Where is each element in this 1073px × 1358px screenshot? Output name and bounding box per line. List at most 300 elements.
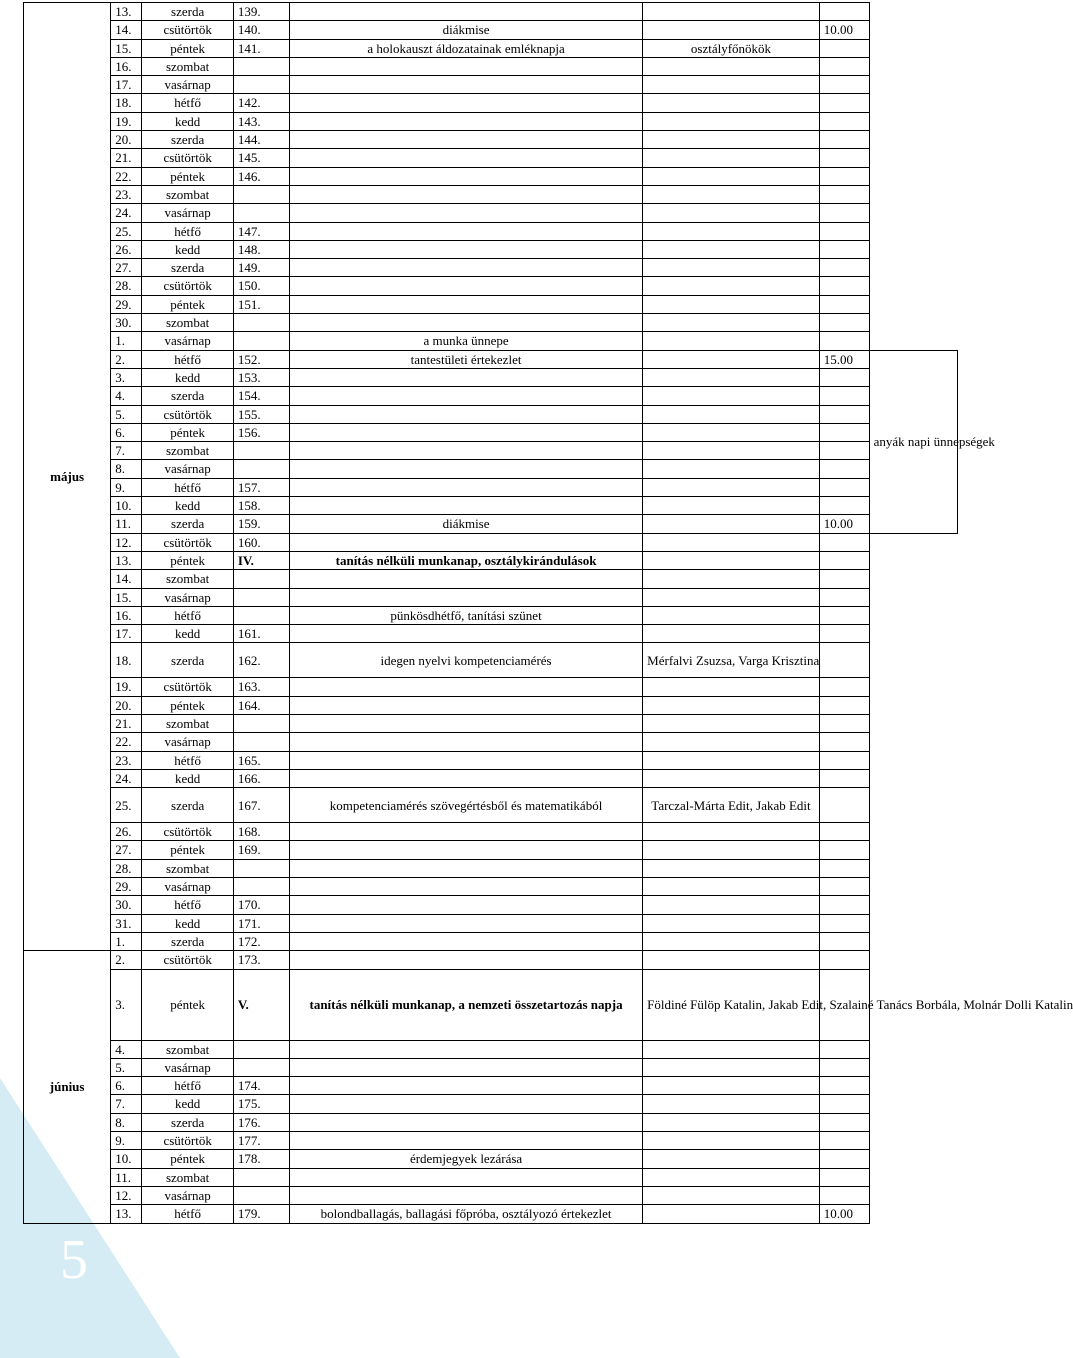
time-cell bbox=[819, 914, 869, 932]
weekday-cell: kedd bbox=[142, 625, 233, 643]
side-empty-cell bbox=[869, 714, 957, 732]
day-cell: 7. bbox=[111, 1095, 142, 1113]
weekday-cell: hétfő bbox=[142, 896, 233, 914]
side-empty-cell bbox=[869, 951, 957, 969]
time-cell bbox=[819, 588, 869, 606]
time-cell bbox=[819, 277, 869, 295]
time-cell bbox=[819, 259, 869, 277]
event-cell bbox=[289, 112, 642, 130]
responsible-cell bbox=[643, 259, 820, 277]
time-cell bbox=[819, 368, 869, 386]
table-row bbox=[24, 1132, 958, 1150]
day-cell: 22. bbox=[111, 167, 142, 185]
day-cell: 18. bbox=[111, 94, 142, 112]
responsible-cell bbox=[643, 240, 820, 258]
weekday-cell: hétfő bbox=[142, 350, 233, 368]
event-cell: diákmise bbox=[289, 515, 642, 533]
day-cell: 10. bbox=[111, 497, 142, 515]
table-row bbox=[24, 277, 958, 295]
event-cell bbox=[289, 478, 642, 496]
responsible-cell bbox=[643, 606, 820, 624]
responsible-cell bbox=[643, 112, 820, 130]
event-cell: kompetenciamérés szövegértésből és matematikából bbox=[289, 788, 642, 823]
day-cell: 30. bbox=[111, 896, 142, 914]
weekday-cell: vasárnap bbox=[142, 460, 233, 478]
day-cell: 5. bbox=[111, 405, 142, 423]
responsible-cell bbox=[643, 295, 820, 313]
number-cell: 163. bbox=[233, 678, 289, 696]
event-cell: idegen nyelvi kompetenciamérés bbox=[289, 643, 642, 678]
side-empty-cell bbox=[869, 606, 957, 624]
time-cell bbox=[819, 131, 869, 149]
event-cell bbox=[289, 131, 642, 149]
time-cell bbox=[819, 696, 869, 714]
time-cell bbox=[819, 94, 869, 112]
side-empty-cell bbox=[869, 1150, 957, 1168]
responsible-cell bbox=[643, 3, 820, 21]
weekday-cell: kedd bbox=[142, 769, 233, 787]
event-cell bbox=[289, 57, 642, 75]
day-cell: 21. bbox=[111, 149, 142, 167]
responsible-cell bbox=[643, 878, 820, 896]
time-cell bbox=[819, 222, 869, 240]
weekday-cell: csütörtök bbox=[142, 951, 233, 969]
table-row bbox=[24, 222, 958, 240]
responsible-cell bbox=[643, 951, 820, 969]
day-cell: 21. bbox=[111, 714, 142, 732]
responsible-cell bbox=[643, 588, 820, 606]
table-row bbox=[24, 841, 958, 859]
side-empty-cell bbox=[869, 625, 957, 643]
event-cell bbox=[289, 896, 642, 914]
table-row bbox=[24, 751, 958, 769]
event-cell bbox=[289, 1113, 642, 1131]
responsible-cell bbox=[643, 1113, 820, 1131]
time-cell: 10.00 bbox=[819, 21, 869, 39]
day-cell: 28. bbox=[111, 277, 142, 295]
event-cell bbox=[289, 3, 642, 21]
number-cell bbox=[233, 57, 289, 75]
table-row bbox=[24, 551, 958, 569]
table-row bbox=[24, 1205, 958, 1223]
weekday-cell: péntek bbox=[142, 696, 233, 714]
table-row bbox=[24, 788, 958, 823]
day-cell: 20. bbox=[111, 131, 142, 149]
side-empty-cell bbox=[869, 678, 957, 696]
number-cell: 167. bbox=[233, 788, 289, 823]
side-empty-cell bbox=[869, 914, 957, 932]
table-row bbox=[24, 405, 958, 423]
event-cell: tantestületi értekezlet bbox=[289, 350, 642, 368]
number-cell: 172. bbox=[233, 932, 289, 950]
table-row bbox=[24, 3, 958, 21]
number-cell: 178. bbox=[233, 1150, 289, 1168]
responsible-cell bbox=[643, 714, 820, 732]
table-row bbox=[24, 112, 958, 130]
number-cell: 153. bbox=[233, 368, 289, 386]
number-cell bbox=[233, 1186, 289, 1204]
event-cell bbox=[289, 714, 642, 732]
weekday-cell: csütörtök bbox=[142, 21, 233, 39]
responsible-cell bbox=[643, 769, 820, 787]
responsible-cell bbox=[643, 751, 820, 769]
day-cell: 15. bbox=[111, 39, 142, 57]
weekday-cell: szerda bbox=[142, 3, 233, 21]
day-cell: 14. bbox=[111, 21, 142, 39]
weekday-cell: péntek bbox=[142, 969, 233, 1040]
side-empty-cell bbox=[869, 277, 957, 295]
day-cell: 29. bbox=[111, 878, 142, 896]
day-cell: 1. bbox=[111, 932, 142, 950]
table-row bbox=[24, 678, 958, 696]
responsible-cell bbox=[643, 314, 820, 332]
weekday-cell: vasárnap bbox=[142, 204, 233, 222]
number-cell: 149. bbox=[233, 259, 289, 277]
day-cell: 14. bbox=[111, 570, 142, 588]
weekday-cell: szombat bbox=[142, 714, 233, 732]
event-cell bbox=[289, 570, 642, 588]
day-cell: 3. bbox=[111, 969, 142, 1040]
side-empty-cell bbox=[869, 57, 957, 75]
side-empty-cell bbox=[869, 878, 957, 896]
side-empty-cell bbox=[869, 588, 957, 606]
side-empty-cell bbox=[869, 1168, 957, 1186]
day-cell: 9. bbox=[111, 478, 142, 496]
side-empty-cell bbox=[869, 185, 957, 203]
weekday-cell: hétfő bbox=[142, 478, 233, 496]
side-empty-cell bbox=[869, 314, 957, 332]
weekday-cell: hétfő bbox=[142, 606, 233, 624]
responsible-cell bbox=[643, 131, 820, 149]
event-cell bbox=[289, 240, 642, 258]
event-cell bbox=[289, 769, 642, 787]
table-row bbox=[24, 423, 958, 441]
side-empty-cell bbox=[869, 1077, 957, 1095]
side-empty-cell bbox=[869, 1113, 957, 1131]
time-cell bbox=[819, 387, 869, 405]
responsible-cell bbox=[643, 167, 820, 185]
side-empty-cell bbox=[869, 21, 957, 39]
time-cell bbox=[819, 39, 869, 57]
time-cell bbox=[819, 478, 869, 496]
time-cell bbox=[819, 204, 869, 222]
day-cell: 9. bbox=[111, 1132, 142, 1150]
weekday-cell: szombat bbox=[142, 1040, 233, 1058]
day-cell: 15. bbox=[111, 588, 142, 606]
number-cell: V. bbox=[233, 969, 289, 1040]
weekday-cell: szerda bbox=[142, 387, 233, 405]
table-row bbox=[24, 823, 958, 841]
day-cell: 8. bbox=[111, 460, 142, 478]
day-cell: 1. bbox=[111, 332, 142, 350]
side-empty-cell bbox=[869, 841, 957, 859]
table-row bbox=[24, 76, 958, 94]
time-cell bbox=[819, 951, 869, 969]
day-cell: 16. bbox=[111, 606, 142, 624]
time-cell bbox=[819, 76, 869, 94]
time-cell bbox=[819, 533, 869, 551]
number-cell bbox=[233, 442, 289, 460]
side-empty-cell bbox=[869, 149, 957, 167]
weekday-cell: péntek bbox=[142, 167, 233, 185]
responsible-cell bbox=[643, 1186, 820, 1204]
event-cell bbox=[289, 94, 642, 112]
day-cell: 29. bbox=[111, 295, 142, 313]
month-label-may: május bbox=[24, 3, 111, 951]
table-row bbox=[24, 442, 958, 460]
event-cell bbox=[289, 951, 642, 969]
day-cell: 12. bbox=[111, 1186, 142, 1204]
table-row bbox=[24, 1077, 958, 1095]
table-row bbox=[24, 733, 958, 751]
weekday-cell: kedd bbox=[142, 112, 233, 130]
responsible-cell bbox=[643, 1150, 820, 1168]
number-cell bbox=[233, 878, 289, 896]
event-cell bbox=[289, 751, 642, 769]
number-cell: 177. bbox=[233, 1132, 289, 1150]
responsible-cell bbox=[643, 551, 820, 569]
event-cell bbox=[289, 588, 642, 606]
side-empty-cell bbox=[869, 1058, 957, 1076]
weekday-cell: kedd bbox=[142, 497, 233, 515]
number-cell: 140. bbox=[233, 21, 289, 39]
number-cell bbox=[233, 859, 289, 877]
number-cell: 169. bbox=[233, 841, 289, 859]
responsible-cell bbox=[643, 896, 820, 914]
responsible-cell bbox=[643, 332, 820, 350]
table-row bbox=[24, 1186, 958, 1204]
responsible-cell bbox=[643, 1058, 820, 1076]
weekday-cell: hétfő bbox=[142, 222, 233, 240]
responsible-cell bbox=[643, 1132, 820, 1150]
event-cell bbox=[289, 678, 642, 696]
day-cell: 19. bbox=[111, 678, 142, 696]
day-cell: 27. bbox=[111, 841, 142, 859]
table-row bbox=[24, 896, 958, 914]
number-cell: 146. bbox=[233, 167, 289, 185]
weekday-cell: csütörtök bbox=[142, 277, 233, 295]
weekday-cell: péntek bbox=[142, 423, 233, 441]
day-cell: 11. bbox=[111, 1168, 142, 1186]
table-row bbox=[24, 643, 958, 678]
day-cell: 11. bbox=[111, 515, 142, 533]
event-cell bbox=[289, 932, 642, 950]
weekday-cell: szombat bbox=[142, 57, 233, 75]
event-cell bbox=[289, 185, 642, 203]
number-cell: 147. bbox=[233, 222, 289, 240]
weekday-cell: kedd bbox=[142, 240, 233, 258]
side-empty-cell bbox=[869, 259, 957, 277]
day-cell: 30. bbox=[111, 314, 142, 332]
time-cell bbox=[819, 1150, 869, 1168]
table-row bbox=[24, 914, 958, 932]
event-cell bbox=[289, 167, 642, 185]
time-cell bbox=[819, 859, 869, 877]
responsible-cell bbox=[643, 387, 820, 405]
number-cell bbox=[233, 606, 289, 624]
table-row bbox=[24, 387, 958, 405]
number-cell: 150. bbox=[233, 277, 289, 295]
event-cell bbox=[289, 1058, 642, 1076]
calendar-table bbox=[23, 2, 1073, 1224]
number-cell: 165. bbox=[233, 751, 289, 769]
time-cell bbox=[819, 497, 869, 515]
event-cell bbox=[289, 277, 642, 295]
responsible-cell bbox=[643, 859, 820, 877]
month-label-june: június bbox=[24, 951, 111, 1223]
side-empty-cell bbox=[869, 733, 957, 751]
number-cell: 145. bbox=[233, 149, 289, 167]
event-cell bbox=[289, 823, 642, 841]
side-note-mothers-day: anyák napi ünnepségek bbox=[869, 350, 957, 533]
event-cell bbox=[289, 222, 642, 240]
side-empty-cell bbox=[869, 1205, 957, 1223]
event-cell bbox=[289, 878, 642, 896]
event-cell bbox=[289, 405, 642, 423]
time-cell bbox=[819, 57, 869, 75]
responsible-cell bbox=[643, 497, 820, 515]
table-row bbox=[24, 295, 958, 313]
day-cell: 6. bbox=[111, 423, 142, 441]
responsible-cell bbox=[643, 204, 820, 222]
time-cell: 10.00 bbox=[819, 515, 869, 533]
weekday-cell: péntek bbox=[142, 841, 233, 859]
responsible-cell bbox=[643, 478, 820, 496]
weekday-cell: kedd bbox=[142, 1095, 233, 1113]
weekday-cell: szombat bbox=[142, 570, 233, 588]
time-cell bbox=[819, 1132, 869, 1150]
weekday-cell: csütörtök bbox=[142, 823, 233, 841]
event-cell: a munka ünnepe bbox=[289, 332, 642, 350]
number-cell: 157. bbox=[233, 478, 289, 496]
responsible-cell bbox=[643, 368, 820, 386]
number-cell: 151. bbox=[233, 295, 289, 313]
weekday-cell: péntek bbox=[142, 551, 233, 569]
number-cell: 173. bbox=[233, 951, 289, 969]
side-empty-cell bbox=[869, 3, 957, 21]
responsible-cell bbox=[643, 76, 820, 94]
event-cell bbox=[289, 841, 642, 859]
event-cell: tanítás nélküli munkanap, a nemzeti összetartozás napja bbox=[289, 969, 642, 1040]
responsible-cell: osztályfőnökök bbox=[643, 39, 820, 57]
responsible-cell bbox=[643, 1077, 820, 1095]
responsible-cell bbox=[643, 678, 820, 696]
responsible-cell bbox=[643, 914, 820, 932]
side-empty-cell bbox=[869, 551, 957, 569]
day-cell: 13. bbox=[111, 3, 142, 21]
table-row bbox=[24, 131, 958, 149]
event-cell bbox=[289, 1040, 642, 1058]
event-cell bbox=[289, 859, 642, 877]
event-cell bbox=[289, 314, 642, 332]
weekday-cell: szombat bbox=[142, 1168, 233, 1186]
side-empty-cell bbox=[869, 295, 957, 313]
table-row bbox=[24, 259, 958, 277]
time-cell bbox=[819, 112, 869, 130]
event-cell bbox=[289, 497, 642, 515]
weekday-cell: péntek bbox=[142, 1150, 233, 1168]
number-cell: 148. bbox=[233, 240, 289, 258]
day-cell: 17. bbox=[111, 625, 142, 643]
time-cell bbox=[819, 606, 869, 624]
event-cell bbox=[289, 149, 642, 167]
event-cell: a holokauszt áldozatainak emléknapja bbox=[289, 39, 642, 57]
responsible-cell bbox=[643, 1095, 820, 1113]
time-cell bbox=[819, 149, 869, 167]
day-cell: 26. bbox=[111, 823, 142, 841]
number-cell bbox=[233, 588, 289, 606]
responsible-cell bbox=[643, 21, 820, 39]
table-row bbox=[24, 969, 958, 1040]
page-number: 5 bbox=[60, 1229, 88, 1291]
weekday-cell: csütörtök bbox=[142, 405, 233, 423]
event-cell: érdemjegyek lezárása bbox=[289, 1150, 642, 1168]
day-cell: 23. bbox=[111, 751, 142, 769]
table-row bbox=[24, 94, 958, 112]
day-cell: 22. bbox=[111, 733, 142, 751]
side-empty-cell bbox=[869, 570, 957, 588]
side-empty-cell bbox=[869, 222, 957, 240]
day-cell: 18. bbox=[111, 643, 142, 678]
time-cell bbox=[819, 878, 869, 896]
time-cell bbox=[819, 1113, 869, 1131]
table-row bbox=[24, 497, 958, 515]
side-empty-cell bbox=[869, 1132, 957, 1150]
day-cell: 24. bbox=[111, 769, 142, 787]
time-cell bbox=[819, 1186, 869, 1204]
responsible-cell bbox=[643, 185, 820, 203]
time-cell bbox=[819, 295, 869, 313]
table-row bbox=[24, 696, 958, 714]
day-cell: 17. bbox=[111, 76, 142, 94]
time-cell bbox=[819, 751, 869, 769]
event-cell bbox=[289, 442, 642, 460]
number-cell: 156. bbox=[233, 423, 289, 441]
event-cell: pünkösdhétfő, tanítási szünet bbox=[289, 606, 642, 624]
responsible-cell bbox=[643, 423, 820, 441]
responsible-cell bbox=[643, 625, 820, 643]
table-row bbox=[24, 149, 958, 167]
responsible-cell bbox=[643, 533, 820, 551]
time-cell bbox=[819, 423, 869, 441]
weekday-cell: csütörtök bbox=[142, 1132, 233, 1150]
side-empty-cell bbox=[869, 896, 957, 914]
table-row bbox=[24, 350, 958, 368]
responsible-cell bbox=[643, 350, 820, 368]
side-empty-cell bbox=[869, 39, 957, 57]
time-cell bbox=[819, 733, 869, 751]
number-cell: 142. bbox=[233, 94, 289, 112]
time-cell bbox=[819, 823, 869, 841]
weekday-cell: hétfő bbox=[142, 751, 233, 769]
time-cell bbox=[819, 551, 869, 569]
number-cell: 166. bbox=[233, 769, 289, 787]
number-cell: 175. bbox=[233, 1095, 289, 1113]
table-row bbox=[24, 57, 958, 75]
responsible-cell bbox=[643, 515, 820, 533]
time-cell bbox=[819, 932, 869, 950]
weekday-cell: szombat bbox=[142, 314, 233, 332]
responsible-cell bbox=[643, 733, 820, 751]
responsible-cell bbox=[643, 1205, 820, 1223]
event-cell bbox=[289, 533, 642, 551]
side-empty-cell bbox=[869, 643, 957, 678]
weekday-cell: vasárnap bbox=[142, 878, 233, 896]
table-row bbox=[24, 932, 958, 950]
time-cell bbox=[819, 1168, 869, 1186]
number-cell: 171. bbox=[233, 914, 289, 932]
responsible-cell bbox=[643, 94, 820, 112]
